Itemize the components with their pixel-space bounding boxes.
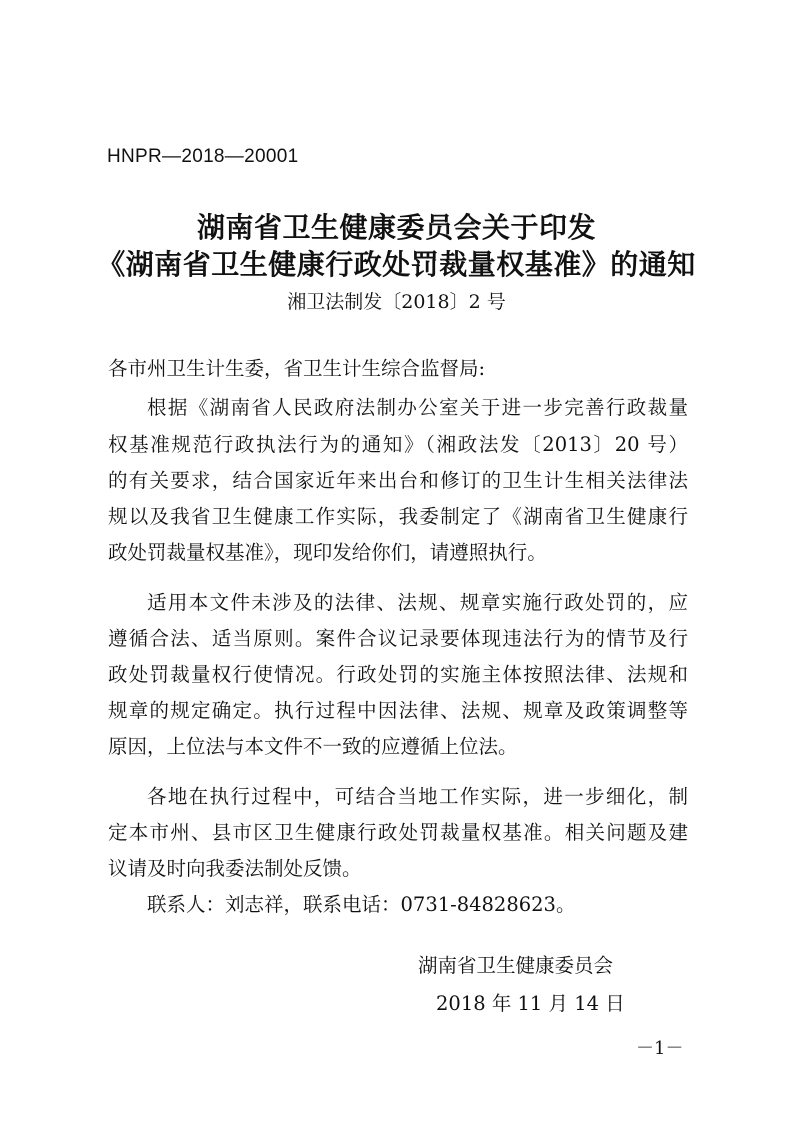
paragraph-2-line-2: 遵循合法、适当原则。案件合议记录要体现违法行为的情节及行 xyxy=(108,627,688,650)
paragraph-1-line-3: 的有关要求，结合国家近年来出台和修订的卫生计生相关法律法 xyxy=(108,469,688,492)
paragraph-3-line-3: 议请及时向我委法制处反馈。 xyxy=(108,857,362,880)
addressee-line: 各市州卫生计生委，省卫生计生综合监督局: xyxy=(108,357,486,380)
paragraph-1-line-4: 规以及我省卫生健康工作实际，我委制定了《湖南省卫生健康行 xyxy=(108,505,688,528)
document-title-line-2: 《湖南省卫生健康行政处罚裁量权基准》的通知 xyxy=(97,248,696,281)
signature-organization: 湖南省卫生健康委员会 xyxy=(418,954,614,977)
paragraph-1-line-5: 政处罚裁量权基准》，现印发给你们，请遵照执行。 xyxy=(108,541,547,564)
document-code: HNPR—2018—20001 xyxy=(107,146,299,167)
paragraph-1-line-2: 权基准规范行政执法行为的通知》（湘政法发〔2013〕20 号） xyxy=(108,433,688,456)
document-number: 湘卫法制发〔2018〕2 号 xyxy=(287,291,506,313)
paragraph-3-line-2: 定本市州、县市区卫生健康行政处罚裁量权基准。相关问题及建 xyxy=(108,821,688,844)
paragraph-2-line-3: 政处罚裁量权行使情况。行政处罚的实施主体按照法律、法规和 xyxy=(108,663,688,686)
paragraph-2-line-1: 适用本文件未涉及的法律、法规、规章实施行政处罚的，应 xyxy=(147,591,688,614)
contact-line: 联系人：刘志祥，联系电话：0731-84828623。 xyxy=(147,893,576,916)
signature-date: 2018 年 11 月 14 日 xyxy=(436,992,625,1015)
paragraph-2-line-5: 原因，上位法与本文件不一致的应遵循上位法。 xyxy=(108,735,518,758)
paragraph-3-line-1: 各地在执行过程中，可结合当地工作实际，进一步细化，制 xyxy=(147,785,688,808)
document-title-line-1: 湖南省卫生健康委员会关于印发 xyxy=(196,211,596,244)
page-number: －1－ xyxy=(636,1038,684,1059)
paragraph-1-line-1: 根据《湖南省人民政府法制办公室关于进一步完善行政裁量 xyxy=(147,396,688,419)
paragraph-2-line-4: 规章的规定确定。执行过程中因法律、法规、规章及政策调整等 xyxy=(108,699,688,722)
